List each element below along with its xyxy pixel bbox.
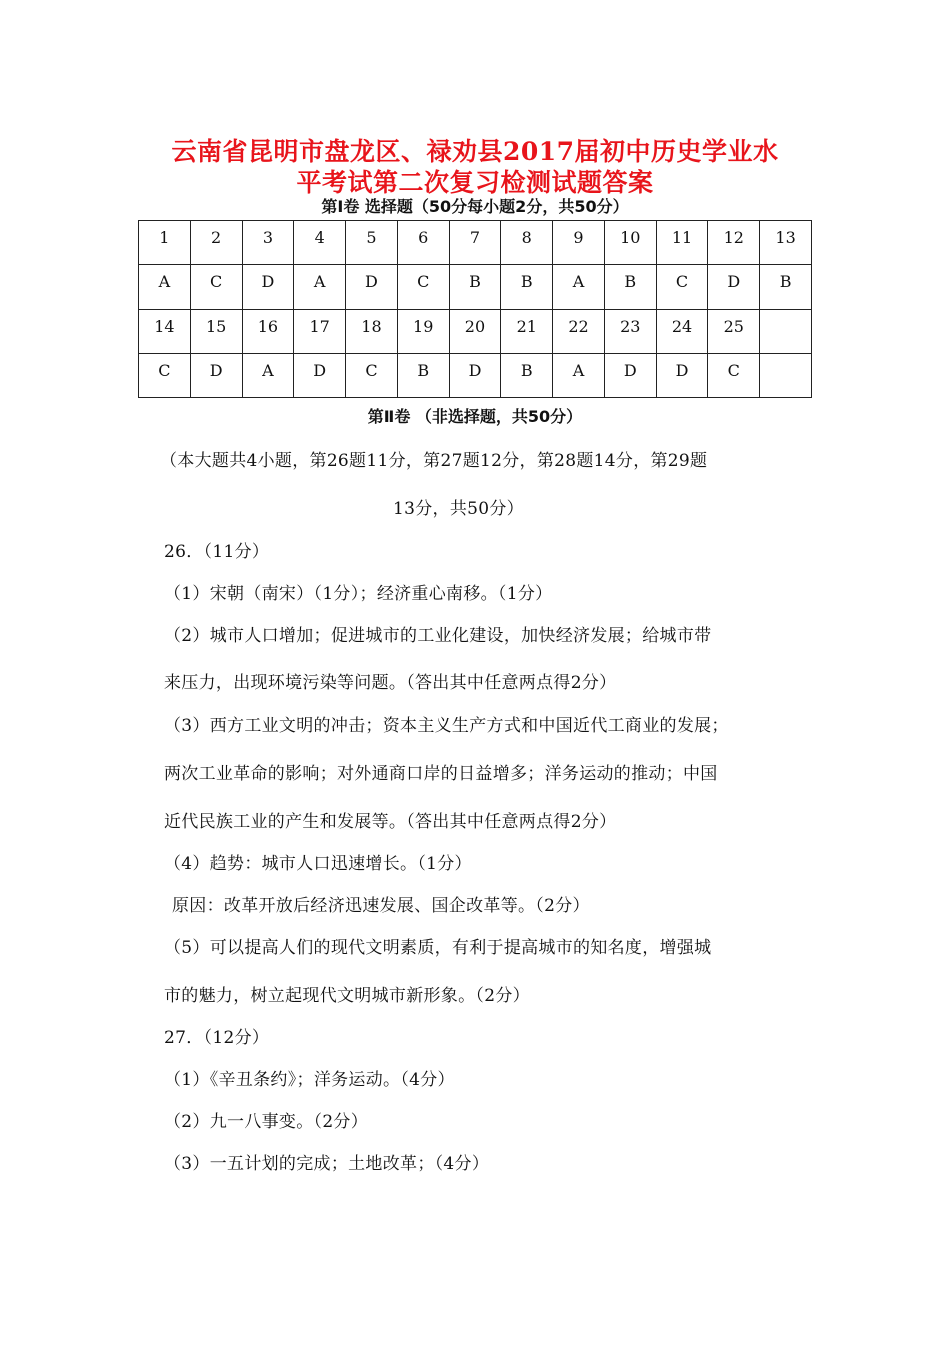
question-number-cell: 4: [294, 221, 346, 265]
question-number-cell: 5: [346, 221, 398, 265]
answer-26-4-reason: 原因：改革开放后经济迅速发展、国企改革等。（2分）: [172, 896, 590, 916]
question-number-cell: 1: [139, 221, 191, 265]
question-number-row: [139, 309, 812, 353]
section-heading-part-2: 第Ⅱ卷 （非选择题，共50分）: [367, 407, 583, 426]
question-number-cell: 13: [760, 221, 812, 265]
answer-letter-cell: A: [553, 265, 605, 309]
question-number-cell: 3: [242, 221, 294, 265]
answer-26-4: （4）趋势：城市人口迅速增长。（1分）: [164, 854, 472, 874]
question-number-cell: 22: [553, 309, 605, 353]
question-number-cell: 17: [294, 309, 346, 353]
answer-27-1: （1）《辛丑条约》；洋务运动。（4分）: [164, 1070, 455, 1090]
answer-letter-cell: D: [242, 265, 294, 309]
question-number-cell: 9: [553, 221, 605, 265]
question-number-cell: 19: [397, 309, 449, 353]
answer-letter-cell: A: [294, 265, 346, 309]
question-number-cell: 18: [346, 309, 398, 353]
section-heading-part-1: 第Ⅰ卷 选择题（50分每小题2分，共50分）: [321, 197, 629, 216]
answer-26-5-cont: 市的魅力，树立起现代文明城市新形象。（2分）: [164, 986, 530, 1006]
question-number-cell: [760, 309, 812, 353]
question-number-cell: 24: [656, 309, 708, 353]
answer-letter-cell: D: [346, 265, 398, 309]
document-title-line-1: 云南省昆明市盘龙区、禄劝县2017届初中历史学业水: [171, 137, 779, 166]
document-title-line-2: 平考试第二次复习检测试题答案: [296, 168, 654, 197]
question-number-cell: 20: [449, 309, 501, 353]
answer-letter-cell: C: [656, 265, 708, 309]
question-number-cell: 2: [190, 221, 242, 265]
answer-letter-cell: B: [760, 265, 812, 309]
question-number-cell: 16: [242, 309, 294, 353]
answer-27-2: （2）九一八事变。（2分）: [164, 1112, 369, 1132]
question-number-cell: 21: [501, 309, 553, 353]
answer-letter-cell: B: [501, 353, 553, 397]
question-number-cell: 11: [656, 221, 708, 265]
answer-letter-cell: C: [397, 265, 449, 309]
answer-letter-row: [139, 353, 812, 397]
answer-letter-cell: B: [501, 265, 553, 309]
question-27-heading: 27．（12分）: [164, 1028, 270, 1048]
answer-letter-cell: A: [553, 353, 605, 397]
answer-27-3: （3）一五计划的完成；土地改革；（4分）: [164, 1154, 490, 1174]
answer-letter-cell: D: [449, 353, 501, 397]
answer-letter-cell: B: [449, 265, 501, 309]
answer-26-3: （3）西方工业文明的冲击；资本主义生产方式和中国近代工商业的发展；: [164, 716, 729, 736]
answer-table: [138, 220, 812, 398]
answer-letter-cell: C: [190, 265, 242, 309]
answer-letter-cell: B: [604, 265, 656, 309]
question-number-cell: 25: [708, 309, 760, 353]
answer-letter-cell: B: [397, 353, 449, 397]
answer-letter-cell: C: [139, 353, 191, 397]
answer-letter-cell: C: [346, 353, 398, 397]
answer-letter-cell: [760, 353, 812, 397]
question-number-row: [139, 221, 812, 265]
question-number-cell: 7: [449, 221, 501, 265]
answer-26-3-cont-2: 近代民族工业的产生和发展等。（答出其中任意两点得2分）: [164, 812, 617, 832]
question-number-cell: 14: [139, 309, 191, 353]
question-number-cell: 10: [604, 221, 656, 265]
question-number-cell: 8: [501, 221, 553, 265]
answer-letter-cell: A: [139, 265, 191, 309]
answer-letter-cell: A: [242, 353, 294, 397]
answer-letter-cell: C: [708, 353, 760, 397]
answer-26-5: （5）可以提高人们的现代文明素质，有利于提高城市的知名度，增强城: [164, 938, 712, 958]
answer-26-3-cont-1: 两次工业革命的影响；对外通商口岸的日益增多；洋务运动的推动；中国: [164, 764, 718, 784]
question-number-cell: 23: [604, 309, 656, 353]
part-2-instructions: （本大题共4小题，第26题11分，第27题12分，第28题14分，第29题: [160, 451, 708, 471]
answer-letter-cell: D: [604, 353, 656, 397]
answer-letter-cell: D: [656, 353, 708, 397]
answer-letter-cell: D: [708, 265, 760, 309]
answer-letter-row: [139, 265, 812, 309]
question-number-cell: 12: [708, 221, 760, 265]
question-26-heading: 26．（11分）: [164, 542, 270, 562]
question-number-cell: 15: [190, 309, 242, 353]
answer-letter-cell: D: [190, 353, 242, 397]
answer-26-1: （1）宋朝（南宋）（1分）；经济重心南移。（1分）: [164, 584, 553, 604]
part-2-instructions-cont: 13分，共50分）: [393, 499, 524, 519]
answer-26-2: （2）城市人口增加；促进城市的工业化建设，加快经济发展；给城市带: [164, 626, 712, 646]
answer-26-2-cont: 来压力，出现环境污染等问题。（答出其中任意两点得2分）: [164, 673, 617, 693]
answer-letter-cell: D: [294, 353, 346, 397]
question-number-cell: 6: [397, 221, 449, 265]
